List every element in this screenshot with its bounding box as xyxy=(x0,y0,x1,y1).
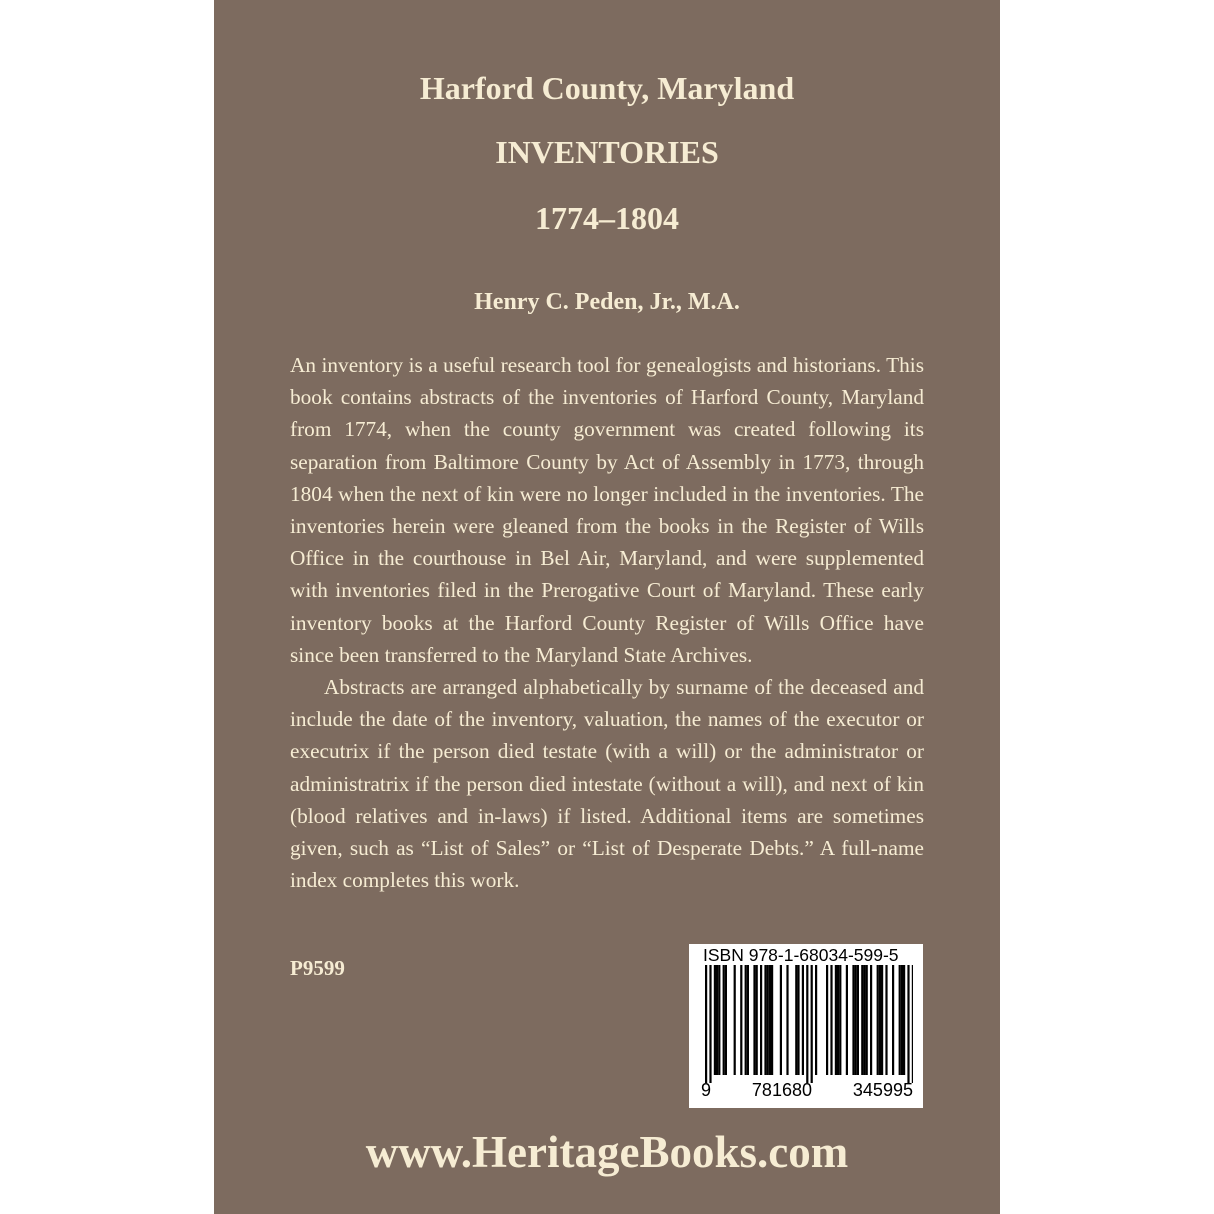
barcode-bar xyxy=(879,965,881,1075)
barcode-bar xyxy=(857,965,859,1075)
barcode-bar xyxy=(764,965,766,1075)
product-code: P9599 xyxy=(290,956,345,980)
barcode-bar xyxy=(767,965,769,1075)
publisher-website: www.HeritageBooks.com xyxy=(365,1127,849,1177)
book-years: 1774–1804 xyxy=(535,200,679,236)
barcode-bar xyxy=(795,965,797,1075)
barcode-bar xyxy=(747,965,749,1075)
barcode-bar xyxy=(899,965,901,1075)
barcode-bar xyxy=(861,965,863,1075)
barcode-bar xyxy=(705,965,707,1083)
isbn-label: ISBN 978-1-68034-599-5 xyxy=(703,945,899,965)
book-author: Henry C. Peden, Jr., M.A. xyxy=(474,289,740,315)
barcode-bar xyxy=(852,965,854,1075)
barcode-bar xyxy=(745,965,747,1075)
barcode-bars xyxy=(701,965,913,1083)
barcode-left-group: 781680 xyxy=(751,1080,812,1100)
barcode-bar xyxy=(885,965,887,1075)
barcode-bar xyxy=(716,965,718,1075)
barcode-first-digit: 9 xyxy=(701,1080,712,1100)
barcode-bar xyxy=(839,965,841,1075)
barcode-bar xyxy=(830,965,832,1075)
barcode-bar xyxy=(806,965,808,1083)
barcode-bar xyxy=(835,965,837,1075)
barcode-bar xyxy=(837,965,839,1075)
barcode-bar xyxy=(855,965,857,1075)
barcode-bar xyxy=(892,965,894,1075)
barcode-bar xyxy=(866,965,868,1075)
book-back-cover xyxy=(214,0,1000,1214)
barcode-bar xyxy=(714,965,716,1075)
barcode-bar xyxy=(769,965,771,1075)
barcode-digits xyxy=(701,1080,913,1101)
barcode-bar xyxy=(811,965,813,1083)
barcode-bar xyxy=(901,965,903,1075)
barcode-bar xyxy=(881,965,883,1075)
barcode-bar xyxy=(907,965,909,1083)
barcode-bar xyxy=(740,965,742,1075)
book-title: INVENTORIES xyxy=(495,134,719,170)
book-description xyxy=(290,349,924,896)
description-paragraph: An inventory is a useful research tool for genealogists and historians. This book contains abstracts of the inventories of Harford County, Maryland from 1774, when the county government was created following its separation from Baltimore County by Act of Assembly in 1773, through 1804 when the next of kin were no longer included in the inventories. The inventories herein were gleaned from the books in the Register of Wills Office in the courthouse in Bel Air, Maryland, and were supplemented with inventories filed in the Prerogative Court of Maryland. These early inventory books at the Harford County Register of Wills Office have since been transferred to the Maryland State Archives. xyxy=(290,353,924,667)
barcode-bar xyxy=(718,965,720,1075)
barcode-bar xyxy=(709,965,711,1083)
barcode-bar xyxy=(846,965,848,1075)
book-subtitle: Harford County, Maryland xyxy=(419,70,795,106)
barcode-bar xyxy=(760,965,762,1075)
barcode-bar xyxy=(912,965,913,1083)
barcode-bar xyxy=(723,965,725,1075)
barcode-bar xyxy=(786,965,788,1075)
barcode-bar xyxy=(877,965,879,1075)
barcode-bar xyxy=(734,965,736,1075)
barcode-bar xyxy=(826,965,828,1075)
barcode-bar xyxy=(725,965,727,1075)
barcode-bar xyxy=(797,965,799,1075)
barcode-bar xyxy=(756,965,758,1075)
isbn-barcode xyxy=(689,944,923,1108)
barcode-bar xyxy=(903,965,905,1075)
barcode-bar xyxy=(815,965,817,1075)
description-paragraph: Abstracts are arranged alphabetically by surname of the deceased and include the date of the inventory, valuation, the names of the executor or executrix if the person died testate (with a will) or the administrator or administratrix if the person died intestate (without a will), and next of kin (blood relatives and in-laws) if listed. Additional items are sometimes given, such as “List of Sales” or “List of Desperate Debts.” A full-name index completes this work. xyxy=(290,675,924,893)
barcode-bar xyxy=(753,965,755,1075)
barcode-bar xyxy=(870,965,872,1075)
barcode-bar xyxy=(863,965,865,1075)
barcode-bar xyxy=(780,965,782,1075)
barcode-bar xyxy=(802,965,804,1075)
barcode-right-group: 345995 xyxy=(852,1080,913,1100)
barcode-bar xyxy=(771,965,773,1075)
